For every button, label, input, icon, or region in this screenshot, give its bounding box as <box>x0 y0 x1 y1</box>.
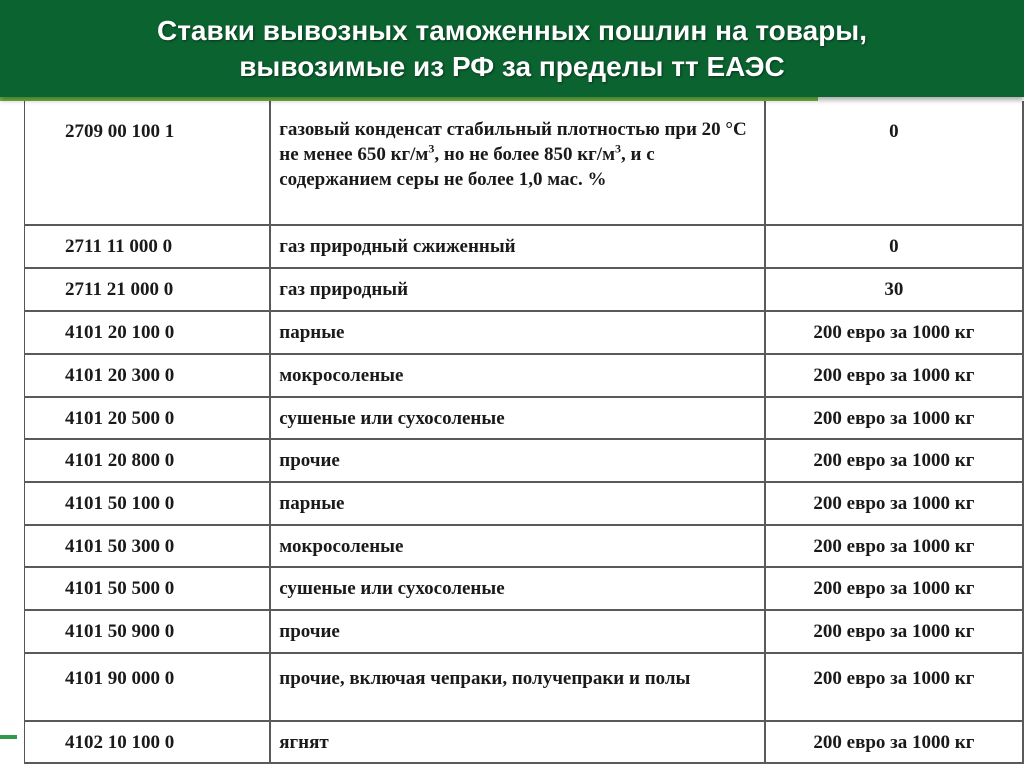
hs-code-cell: 4101 50 900 0 <box>25 610 271 653</box>
hs-code-cell: 4101 50 500 0 <box>25 567 271 610</box>
goods-description-cell: ягнят <box>270 721 765 763</box>
goods-description-cell: газ природный <box>270 268 765 311</box>
table-row <box>25 268 1024 311</box>
table-row <box>25 397 1024 439</box>
hs-code-cell: 4101 90 000 0 <box>25 653 271 721</box>
goods-description-cell: парные <box>270 482 765 525</box>
duty-rate-cell: 0 <box>765 225 1023 268</box>
table-row <box>25 101 1024 225</box>
hs-code-cell: 4101 20 300 0 <box>25 354 271 397</box>
slide-title-bar <box>0 0 1024 97</box>
duty-rate-cell: 200 евро за 1000 кг <box>765 653 1023 721</box>
hs-code-cell: 4102 10 100 0 <box>25 721 271 763</box>
slide-title-line-2: вывозимые из РФ за пределы тт ЕАЭС <box>239 50 785 82</box>
table-row <box>25 354 1024 397</box>
table-row <box>25 610 1024 653</box>
hs-code-cell: 2711 11 000 0 <box>25 225 271 268</box>
duty-rates-table <box>24 101 1024 764</box>
left-accent-mark <box>0 735 17 739</box>
hs-code-cell: 4101 20 800 0 <box>25 439 271 482</box>
hs-code-cell: 4101 20 100 0 <box>25 311 271 354</box>
duty-rate-cell: 200 евро за 1000 кг <box>765 439 1023 482</box>
goods-description-cell: газ природный сжиженный <box>270 225 765 268</box>
table-row <box>25 653 1024 721</box>
slide-title-line-1: Ставки вывозных таможенных пошлин на товары, <box>157 14 867 46</box>
duty-rate-cell: 200 евро за 1000 кг <box>765 525 1023 567</box>
goods-description-cell: прочие, включая чепраки, получепраки и полы <box>270 653 765 721</box>
table-row <box>25 567 1024 610</box>
hs-code-cell: 4101 50 100 0 <box>25 482 271 525</box>
hs-code-cell: 4101 50 300 0 <box>25 525 271 567</box>
duty-rate-cell: 30 <box>765 268 1023 311</box>
table-row <box>25 525 1024 567</box>
duty-rate-cell: 200 евро за 1000 кг <box>765 567 1023 610</box>
table-row <box>25 482 1024 525</box>
table-row <box>25 311 1024 354</box>
table-row <box>25 721 1024 763</box>
duty-rate-cell: 0 <box>765 101 1023 225</box>
title-accent-stripe <box>0 97 818 101</box>
goods-description-cell: сушеные или сухосоленые <box>270 397 765 439</box>
duty-rate-cell: 200 евро за 1000 кг <box>765 397 1023 439</box>
duty-rate-cell: 200 евро за 1000 кг <box>765 610 1023 653</box>
goods-description-cell: мокросоленые <box>270 525 765 567</box>
duty-rate-cell: 200 евро за 1000 кг <box>765 482 1023 525</box>
goods-description-cell: мокросоленые <box>270 354 765 397</box>
hs-code-cell: 2711 21 000 0 <box>25 268 271 311</box>
duty-rate-cell: 200 евро за 1000 кг <box>765 311 1023 354</box>
hs-code-cell: 4101 20 500 0 <box>25 397 271 439</box>
table-row <box>25 439 1024 482</box>
duty-rate-cell: 200 евро за 1000 кг <box>765 721 1023 763</box>
goods-description-cell: прочие <box>270 610 765 653</box>
goods-description-cell: прочие <box>270 439 765 482</box>
goods-description-cell: сушеные или сухосоленые <box>270 567 765 610</box>
goods-description-cell: газовый конденсат стабильный плотностью при 20 °С не менее 650 $кг/м^3$, но не более 850 $кг/м^3$, и с содержанием серы не более 1,0 мас. % <box>270 101 765 225</box>
table-row <box>25 225 1024 268</box>
goods-description-cell: парные <box>270 311 765 354</box>
hs-code-cell: 2709 00 100 1 <box>25 101 271 225</box>
duty-rate-cell: 200 евро за 1000 кг <box>765 354 1023 397</box>
